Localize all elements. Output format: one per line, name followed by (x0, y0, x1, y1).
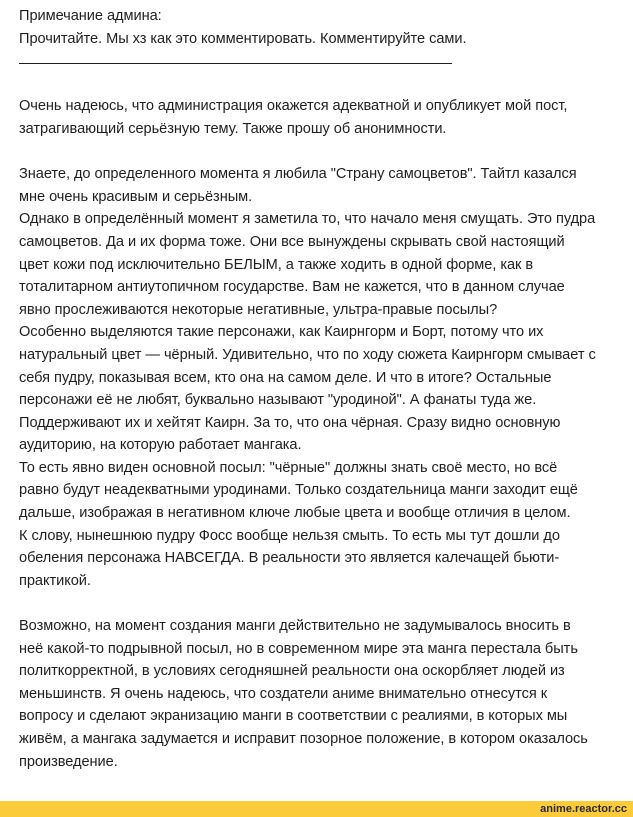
text-line: дальше, изображая в негативном ключе любые цвета и вообще отличия в целом. (19, 505, 571, 522)
text-line: Очень надеюсь, что администрация окажется адекватной и опубликует мой пост, (19, 98, 568, 115)
text-line: Знаете, до определенного момента я любила "Страну самоцветов". Тайтл казался (19, 166, 577, 183)
text-line: Однако в определённый момент я заметила то, что начало меня смущать. Это пудра (19, 211, 596, 228)
text-line: вопросу и сделают экранизацию манги в соответствии с реалиями, в которых мы (19, 708, 568, 725)
text-line: меньшинств. Я очень надеюсь, что создатели аниме внимательно отнесутся к (19, 685, 548, 702)
spacer (19, 73, 624, 96)
paragraph-intro (19, 95, 624, 140)
text-line: цвет кожи под исключительно БЕЛЫМ, а также ходить в одной форме, как в (19, 256, 534, 273)
text-line: затрагивающий серьёзную тему. Также прошу об анонимности. (19, 120, 447, 137)
spacer (19, 141, 624, 164)
text-line: неё какой-то подрывной посыл, но в современном мире эта манга перестала быть (19, 640, 578, 657)
text-line: Особенно выделяются такие персонажи, как Каирнгорм и Борт, потому что их (19, 324, 544, 341)
text-line: обеления персонажа НАВСЕГДА. В реальности это является калечащей бьюти- (19, 550, 560, 567)
divider-line (19, 63, 452, 64)
text-line: самоцветов. Да и их форма тоже. Они все вынуждены скрывать свой настоящий (19, 233, 565, 250)
text-line: аудиторию, на которую работает мангака. (19, 437, 302, 454)
text-line: Возможно, на момент создания манги действительно не задумывалось вносить в (19, 618, 571, 635)
text-line: персонажи её не любят, буквально называют "уродиной". А фанаты туда же. (19, 392, 537, 409)
site-watermark: anime.reactor.cc (540, 803, 627, 815)
text-line: То есть явно виден основной посыл: "чёрные" должны знать своё место, но всё (19, 459, 558, 476)
spacer (19, 592, 624, 615)
paragraph-main (19, 163, 624, 592)
text-line: практикой. (19, 572, 91, 589)
text-line: живём, а мангака задумается и исправит позорное положение, в котором оказалось (19, 731, 588, 747)
paragraph-conclusion (19, 615, 624, 773)
text-line: мне очень красивым и серьёзным. (19, 188, 253, 205)
text-line: себя пудру, показывая всем, кто она на самом деле. И что в итоге? Остальные (19, 369, 552, 386)
post-body (19, 5, 624, 773)
text-line: Поддерживают их и хейтят Каирн. За то, что она чёрная. Сразу видно основную (19, 414, 561, 431)
text-line: равно будут неадекватными уродинами. Только создательница манги заходит ещё (19, 482, 578, 499)
watermark-bar (0, 801, 633, 817)
text-line: К слову, нынешнюю пудру Фосс вообще нельзя смыть. То есть мы тут дошли до (19, 527, 560, 544)
admin-note-text: Прочитайте. Мы хз как это комментировать. Комментируйте сами. (19, 30, 467, 47)
text-line: натуральный цвет — чёрный. Удивительно, что по ходу сюжета Каирнгорм смывает с (19, 346, 596, 363)
text-line: явно прослеживаются некоторые негативные, ультра-правые посылы? (19, 301, 498, 318)
text-line: произведение. (19, 753, 118, 770)
text-line: тоталитарном антиутопичном государстве. Вам не кажется, что в данном случае (19, 279, 565, 296)
text-line: политкорректной, в условиях сегодняшней реальности она оскорбляет людей из (19, 663, 565, 680)
spacer (19, 50, 624, 73)
admin-note-title: Примечание админа: (19, 8, 162, 24)
